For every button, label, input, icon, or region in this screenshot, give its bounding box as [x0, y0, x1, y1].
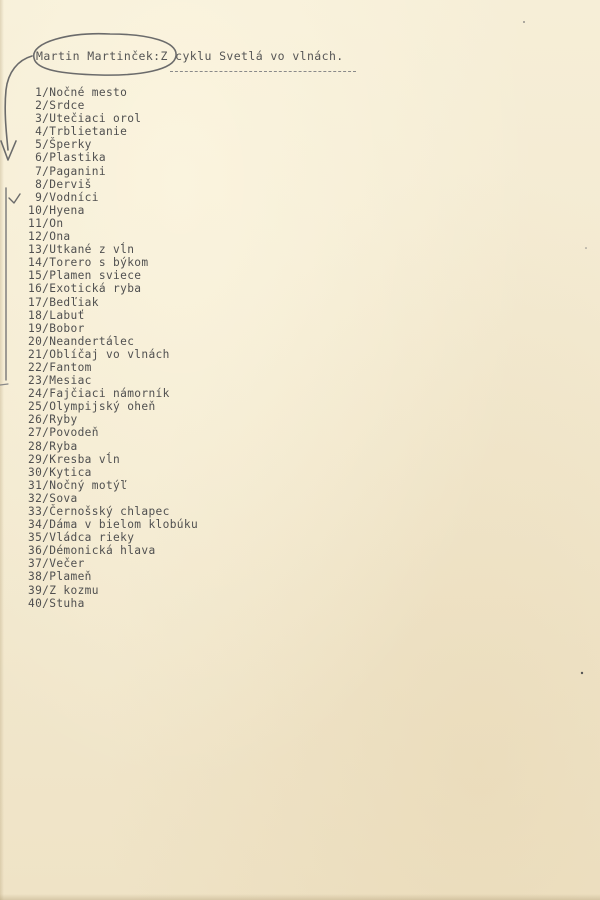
pencil-checkmark-icon — [9, 194, 20, 203]
list-item: 1/Nočné mesto — [28, 86, 128, 99]
list-item: 23/Mesiac — [28, 374, 92, 388]
list-item: 24/Fajčiaci námorník — [28, 387, 170, 401]
list-item: 12/Ona — [28, 230, 71, 244]
list-item: 33/Černošský chlapec — [28, 505, 170, 518]
list-item: 21/Oblíčaj vo vlnách — [28, 347, 170, 361]
list-item: 35/Vládca rieky — [28, 531, 135, 545]
list-item: 9/Vodníci — [28, 190, 99, 204]
list-item: 25/Olympijský oheň — [28, 400, 156, 414]
paper-speck — [585, 247, 587, 249]
list-item: 31/Nočný motýľ — [28, 478, 128, 492]
list-item: 5/Šperky — [28, 138, 92, 152]
list-item: 6/Plastika — [28, 151, 106, 165]
list-item: 20/Neandertálec — [28, 334, 135, 348]
list-item: 17/Bedľiak — [28, 295, 99, 309]
list-item: 11/On — [28, 216, 64, 230]
list-item: 13/Utkané z vĺn — [28, 243, 135, 257]
list-item: 34/Dáma v bielom klobúku — [28, 518, 199, 532]
list-item: 32/Sova — [28, 491, 78, 505]
list-item: 27/Povodeň — [28, 426, 99, 440]
list-item: 19/Bobor — [28, 321, 85, 335]
list-item: 8/Derviš — [28, 177, 92, 191]
list-item: 10/Hyena — [28, 203, 85, 217]
list-item: 3/Utečiaci orol — [28, 112, 142, 126]
artwork-list — [28, 86, 198, 610]
document-heading: Martin Martinček:Z cyklu Svetlá vo vlnách. — [36, 49, 344, 63]
list-item: 29/Kresba vĺn — [28, 452, 121, 466]
list-item: 22/Fantom — [28, 360, 92, 374]
list-item: 16/Exotická ryba — [28, 282, 142, 296]
list-item: 37/Večer — [28, 557, 85, 571]
list-item: 15/Plamen sviece — [28, 269, 142, 283]
list-item: 36/Démonická hlava — [28, 544, 156, 558]
paper-speck — [581, 672, 583, 674]
list-item: 38/Plameň — [28, 570, 92, 584]
list-item: 2/Srdce — [28, 99, 85, 113]
list-item: 28/Ryba — [28, 439, 78, 453]
paper-speck — [523, 21, 525, 23]
list-item: 14/Torero s býkom — [28, 256, 149, 270]
list-item: 40/Stuha — [28, 596, 85, 610]
list-item: 30/Kytica — [28, 465, 92, 479]
list-item: 26/Ryby — [28, 413, 78, 427]
heading-dashed-underline — [170, 71, 356, 72]
list-item: 18/Labuť — [28, 308, 85, 322]
page-left-edge — [0, 0, 4, 900]
list-item: 39/Z kozmu — [28, 583, 99, 597]
page-bottom-edge — [0, 894, 600, 900]
list-item: 7/Paganini — [28, 164, 106, 178]
list-item: 4/Trblietanie — [28, 125, 128, 139]
